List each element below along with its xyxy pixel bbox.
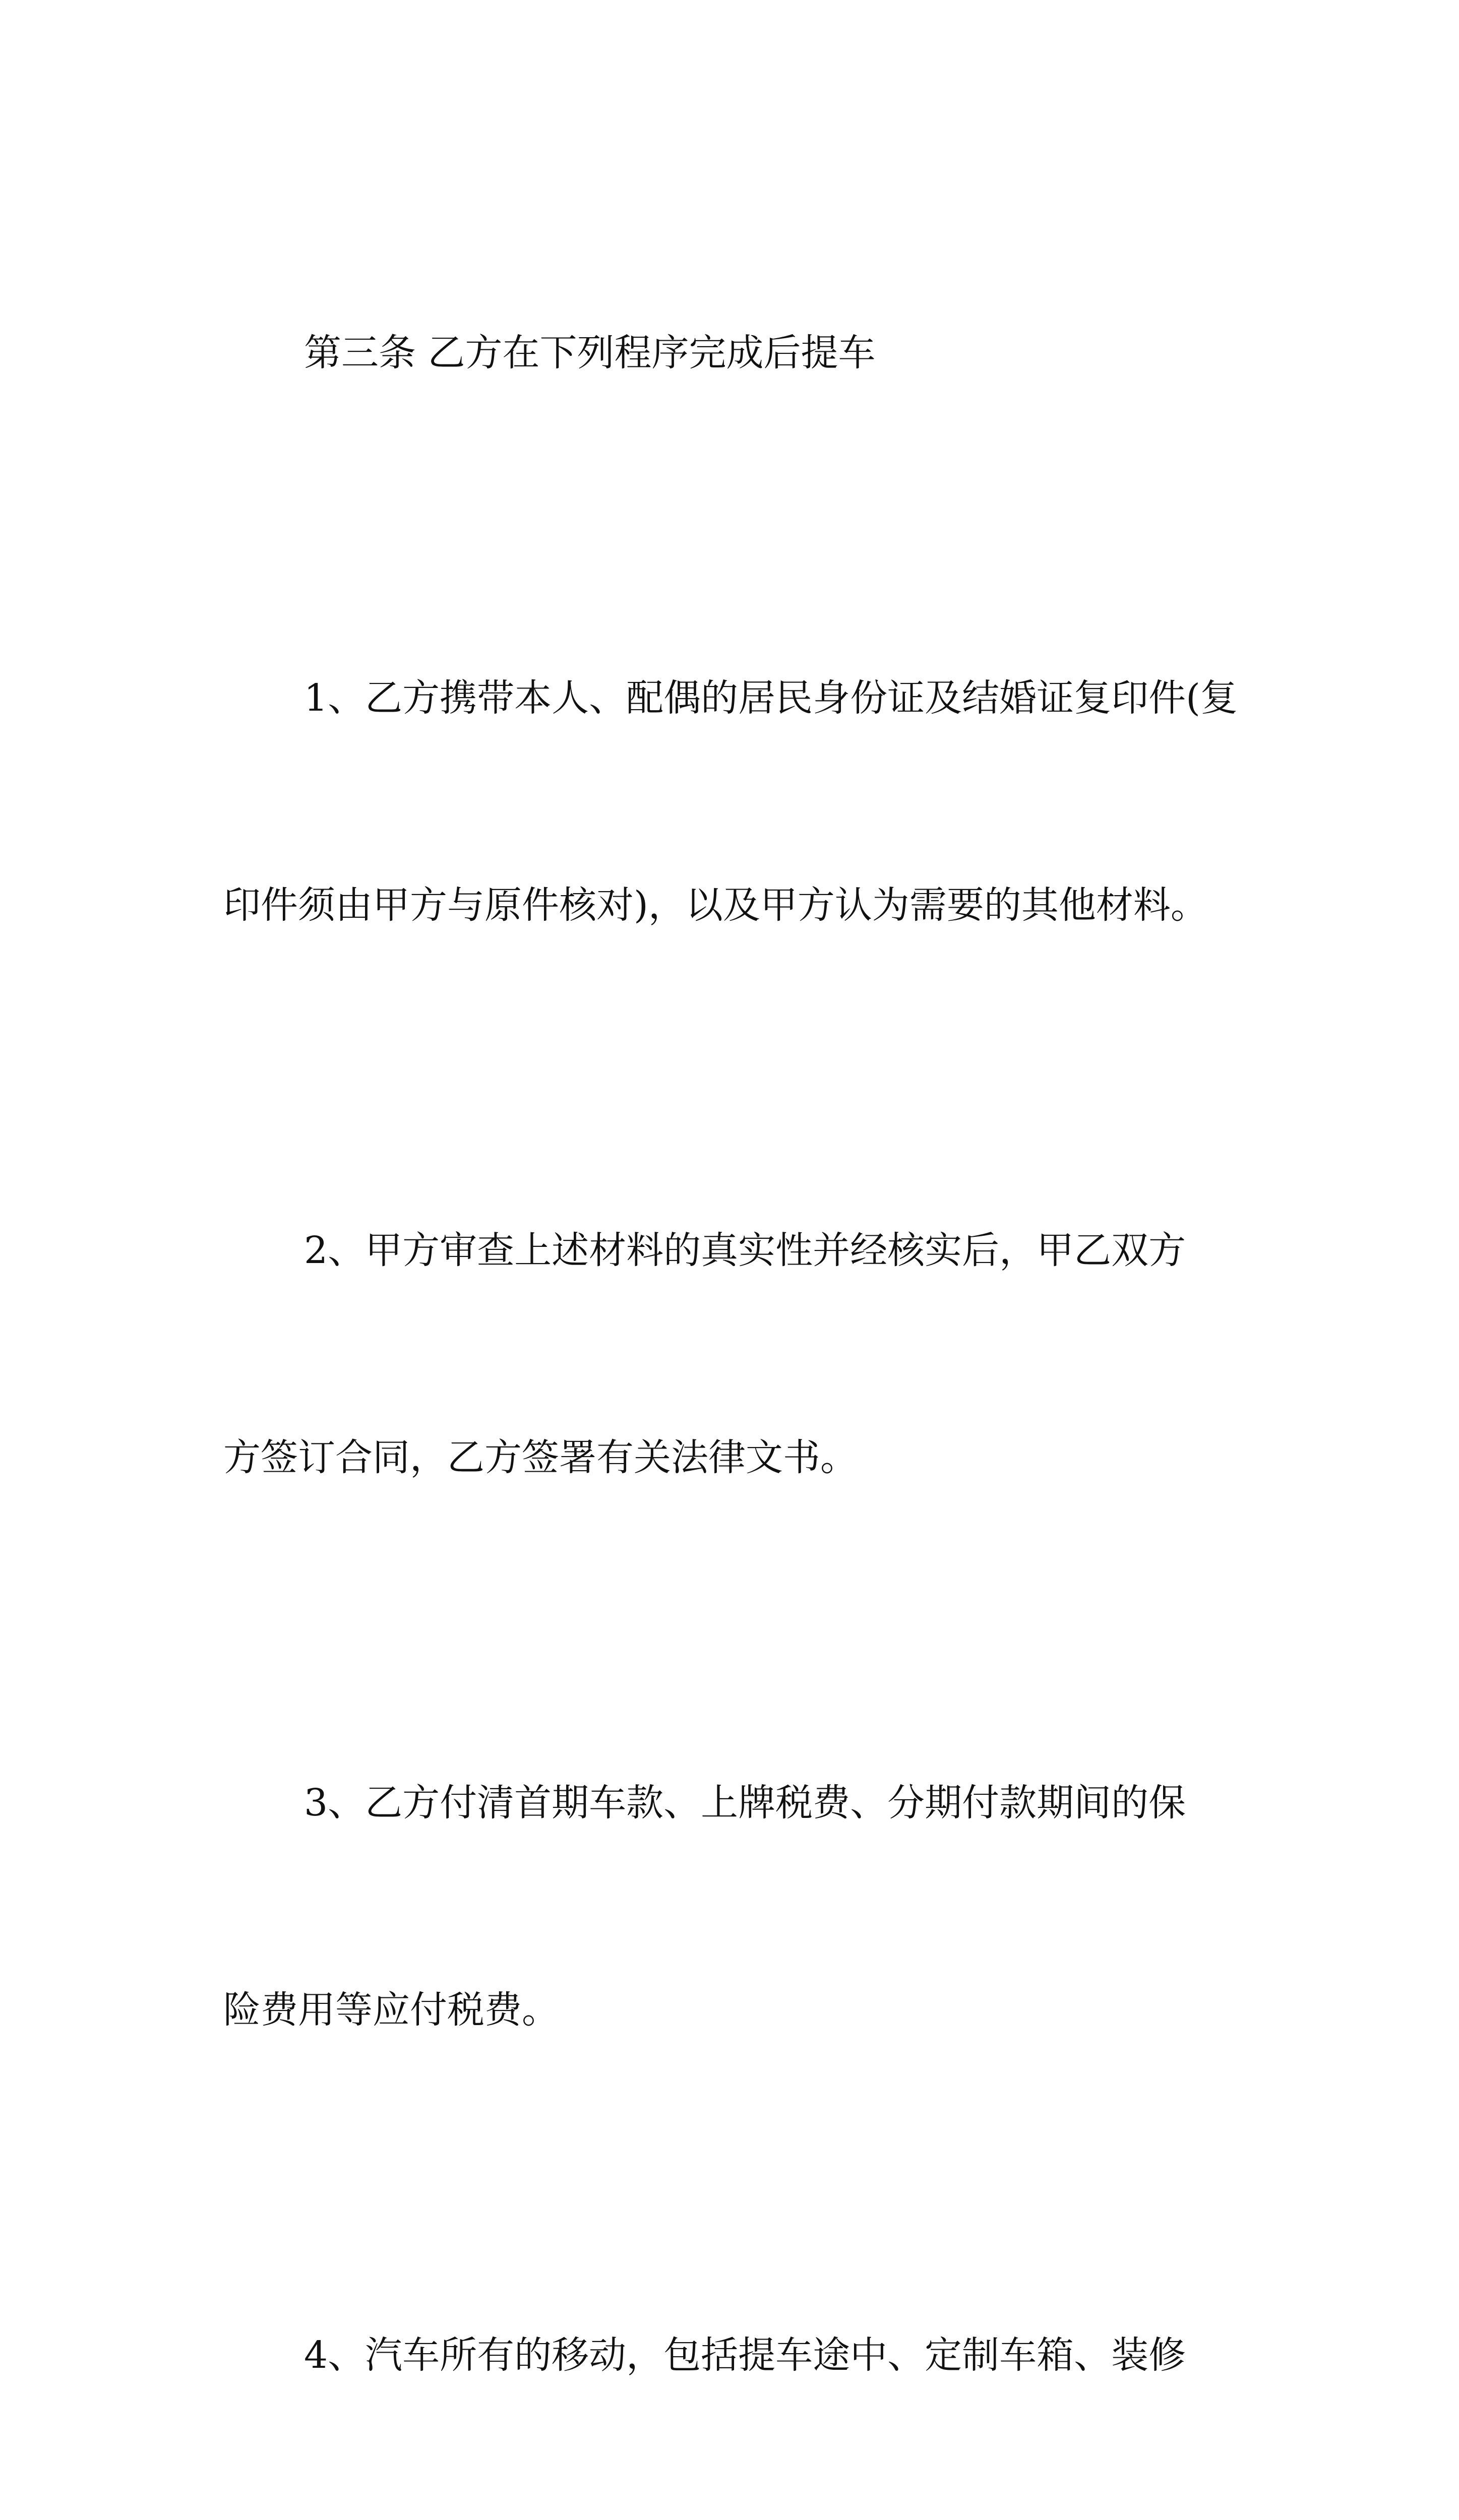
paragraph-line: 1、乙方携带本人、配偶的居民身份证及结婚证复印件(复	[304, 676, 1238, 720]
article-3-title	[223, 180, 1282, 526]
paragraph-line: 方签订合同，乙方签署有关法律文书。	[223, 1436, 858, 1479]
article-3-clause-4	[223, 2183, 1282, 2520]
article-3-clause-1	[223, 526, 1282, 1078]
article-3-clause-2	[223, 1078, 1282, 1630]
paragraph-line: 险费用等应付税费。	[223, 1988, 559, 2032]
paragraph-line: 印件须由甲方与原件核对)，以及甲方认为需要的其他材料。	[223, 884, 1208, 927]
paragraph-line: 第三条 乙方在下列程序完成后提车	[304, 331, 876, 374]
paragraph-line: 4、汽车所有的移动，包括提车途中、定制车箱、装修	[304, 2334, 1186, 2377]
paragraph-line: 2、甲方审查上述材料的真实性并经核实后，甲乙双方	[304, 1229, 1186, 1272]
document-body	[223, 180, 1282, 2520]
article-3-clause-3	[223, 1630, 1282, 2183]
paragraph-line: 3、乙方付清首期车款、上牌税费、分期付款期间的保	[304, 1781, 1186, 1824]
